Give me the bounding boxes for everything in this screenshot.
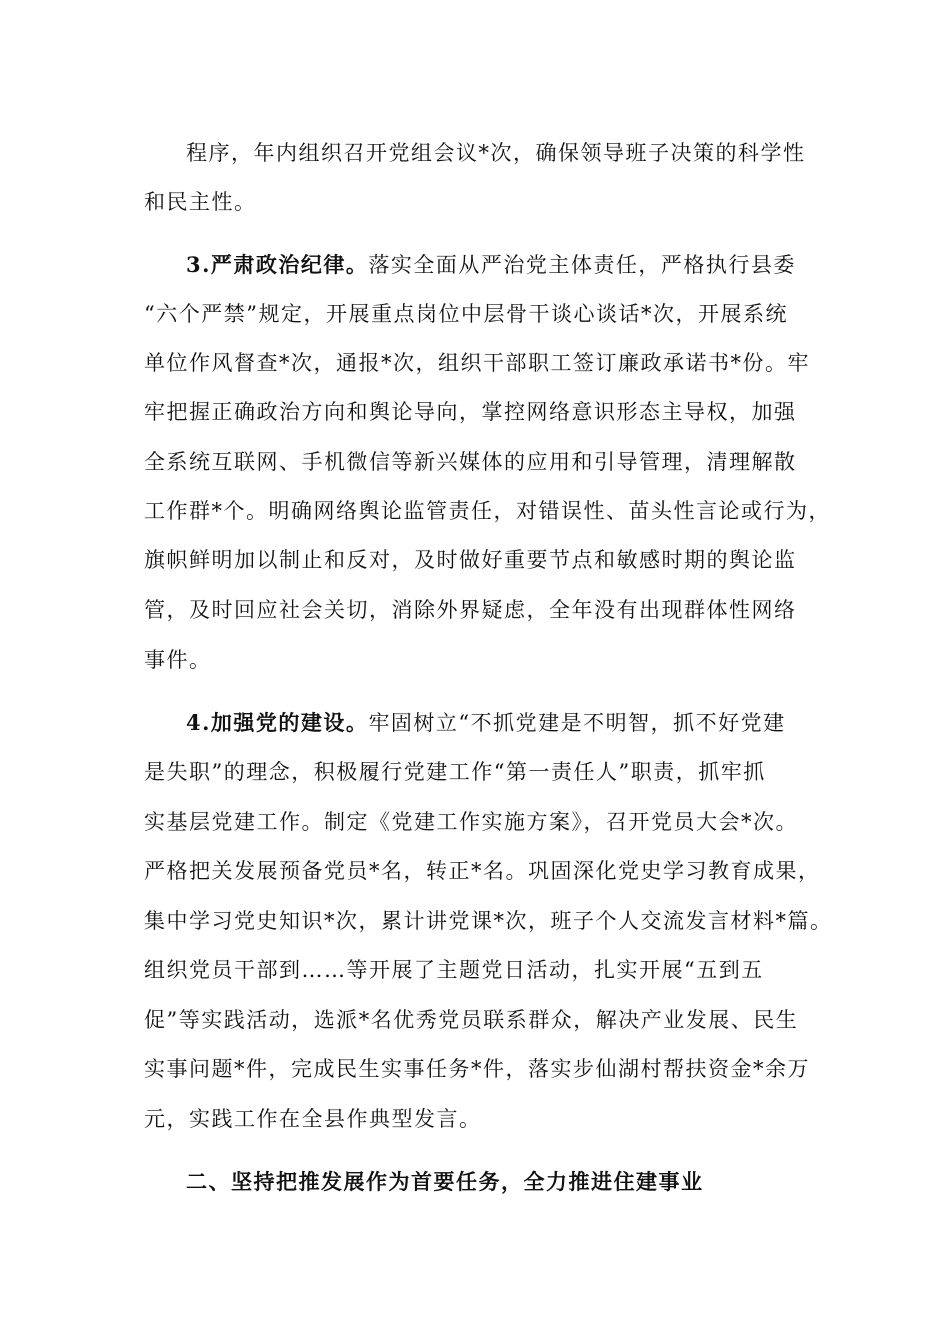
- paragraph-line: 严格把关发展预备党员*名，转正*名。巩固深化党史学习教育成果，: [144, 859, 821, 883]
- paragraph-line: 管，及时回应社会关切，消除外界疑虑，全年没有出现群体性网络: [144, 598, 797, 622]
- paragraph-text: 落实全面从严治党主体责任，严格执行县委: [368, 253, 796, 277]
- paragraph-text: 牢固树立“不抓党建是不明智，抓不好党建: [368, 711, 786, 735]
- paragraph-line: 程序，年内组织召开党组会议*次，确保领导班子决策的科学性: [186, 141, 806, 165]
- paragraph-line: 促”等实践活动，选派*名优秀党员联系群众，解决产业发展、民生: [144, 1008, 799, 1032]
- paragraph-first-line: [186, 251, 796, 279]
- paragraph-heading: 3.严肃政治纪律。: [186, 252, 369, 277]
- paragraph-line: 是失职”的理念，积极履行党建工作“第一责任人”职责，抓牢抓: [144, 760, 766, 784]
- section-heading: 二、坚持把推发展作为首要任务，全力推进住建事业: [186, 1169, 704, 1194]
- paragraph-line: 实事问题*件，完成民生实事任务*件，落实步仙湖村帮扶资金*余万: [144, 1057, 810, 1081]
- paragraph-line: 元，实践工作在全县作典型发言。: [144, 1107, 482, 1131]
- paragraph-line: 旗帜鲜明加以制止和反对，及时做好重要节点和敏感时期的舆论监: [144, 548, 797, 572]
- paragraph-first-line: [186, 709, 786, 737]
- paragraph-line: 实基层党建工作。制定《党建工作实施方案》，召开党员大会*次。: [144, 810, 798, 834]
- paragraph-line: 全系统互联网、手机微信等新兴媒体的应用和引导管理，清理解散: [144, 450, 797, 474]
- paragraph-line: 事件。: [144, 648, 212, 672]
- paragraph-line: 单位作风督查*次，通报*次，组织干部职工签订廉政承诺书*份。牢: [144, 351, 810, 375]
- paragraph-line: “六个严禁”规定，开展重点岗位中层骨干谈心谈话*次，开展系统: [144, 302, 788, 326]
- paragraph-line: 工作群*个。明确网络舆论监管责任，对错误性、苗头性言论或行为，: [144, 499, 831, 523]
- paragraph-line: 集中学习党史知识*次，累计讲党课*次，班子个人交流发言材料*篇。: [144, 909, 833, 933]
- paragraph-heading: 4.加强党的建设。: [186, 710, 369, 735]
- paragraph-line: 和民主性。: [144, 190, 257, 214]
- paragraph-line: 组织党员干部到……等开展了主题党日活动，扎实开展“五到五: [144, 958, 764, 982]
- paragraph-line: 牢把握正确政治方向和舆论导向，掌控网络意识形态主导权，加强: [144, 400, 797, 424]
